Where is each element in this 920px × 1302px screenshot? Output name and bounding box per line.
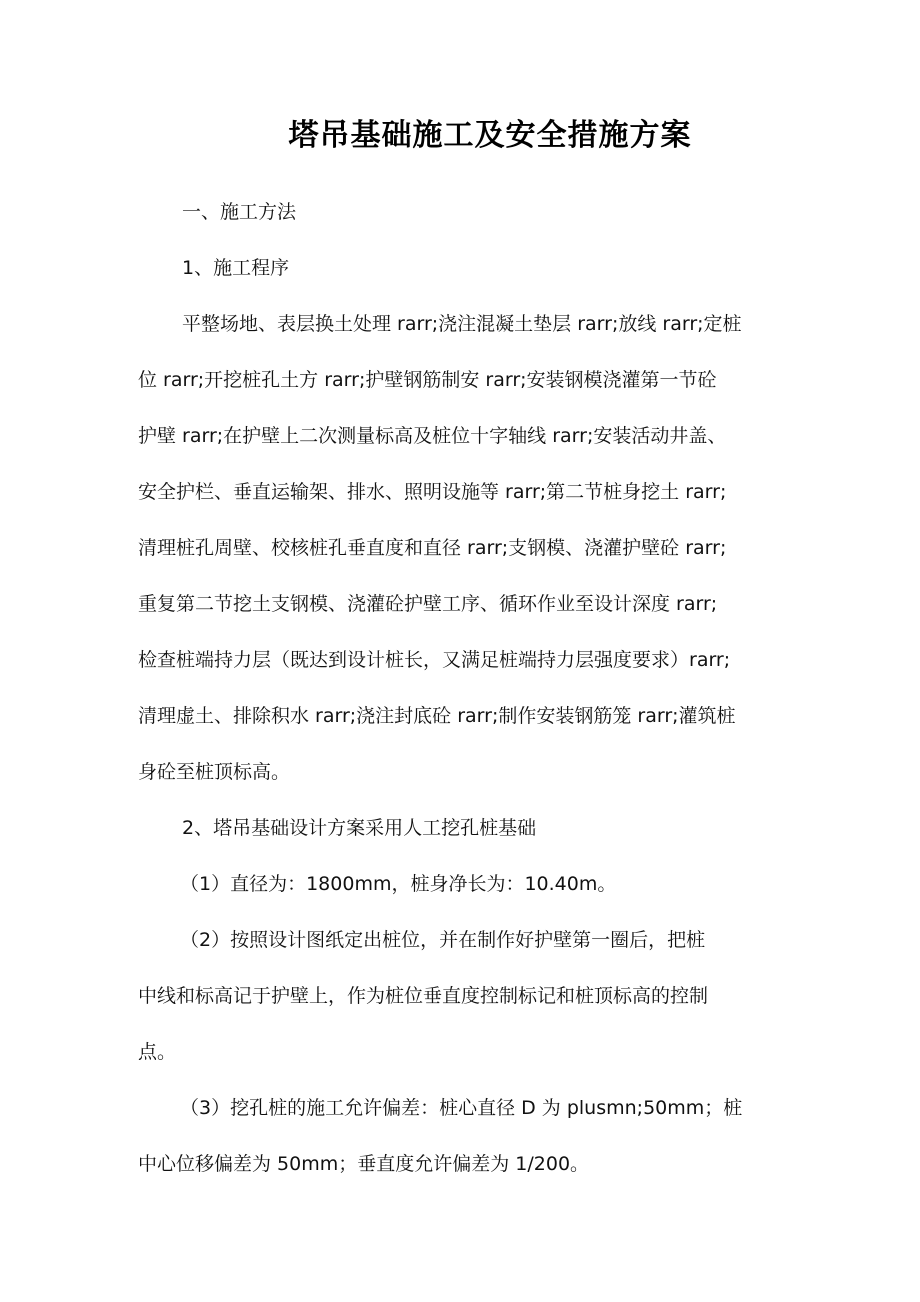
subsection-heading: 2、塔吊基础设计方案采用人工挖孔桩基础 [182,817,537,839]
list-item-continuation: 点。 [138,1041,177,1063]
paragraph-line: 平整场地、表层换土处理 rarr;浇注混凝土垫层 rarr;放线 rarr;定桩 [182,313,742,335]
paragraph-line: 清理桩孔周壁、校核桩孔垂直度和直径 rarr;支钢模、浇灌护壁砼 rarr; [138,537,727,559]
document-title: 塔吊基础施工及安全措施方案 [288,118,692,153]
list-item: （2）按照设计图纸定出桩位，并在制作好护壁第一圈后，把桩 [180,929,706,951]
paragraph-line: 检查桩端持力层（既达到设计桩长，又满足桩端持力层强度要求）rarr; [138,649,731,671]
paragraph-line: 安全护栏、垂直运输架、排水、照明设施等 rarr;第二节桩身挖土 rarr; [138,481,727,503]
paragraph-line: 重复第二节挖土支钢模、浇灌砼护壁工序、循环作业至设计深度 rarr; [138,593,718,615]
section-heading: 一、施工方法 [182,201,297,223]
subsection-heading: 1、施工程序 [182,257,290,279]
paragraph-line: 护壁 rarr;在护壁上二次测量标高及桩位十字轴线 rarr;安装活动井盖、 [138,425,727,447]
list-item: （1）直径为：1800mm，桩身净长为：10.40m。 [180,873,617,895]
paragraph-line: 清理虚土、排除积水 rarr;浇注封底砼 rarr;制作安装钢筋笼 rarr;灌筑桩 [138,705,736,727]
list-item: （3）挖孔桩的施工允许偏差：桩心直径 D 为 plusmn;50mm；桩 [180,1097,743,1119]
list-item-continuation: 中线和标高记于护壁上，作为桩位垂直度控制标记和桩顶标高的控制 [138,985,709,1007]
list-item-continuation: 中心位移偏差为 50mm；垂直度允许偏差为 1/200。 [138,1153,590,1175]
paragraph-line: 身砼至桩顶标高。 [138,761,291,783]
paragraph-line: 位 rarr;开挖桩孔土方 rarr;护壁钢筋制安 rarr;安装钢模浇灌第一节砼 [138,369,717,391]
